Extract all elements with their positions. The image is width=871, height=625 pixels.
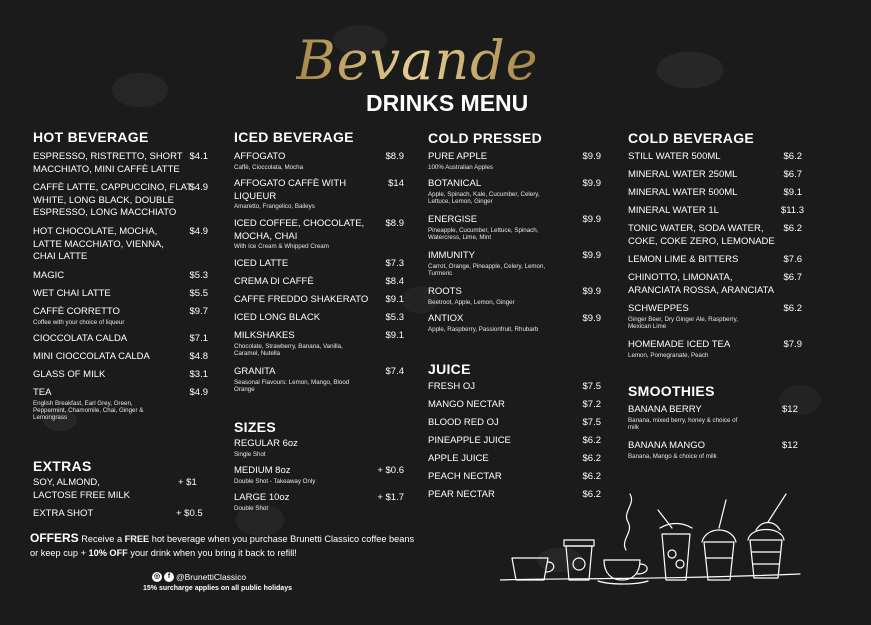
item-description: Banana, Mango & choice of milk — [628, 452, 717, 460]
facebook-icon: f — [164, 572, 174, 582]
item-description: Watercress, Lime, Mint — [428, 233, 492, 241]
item-price: $4.9 — [189, 387, 208, 398]
item-name: PURE APPLE — [428, 151, 488, 162]
menu-item — [234, 218, 364, 250]
item-description: milk — [628, 423, 639, 431]
menu-item — [628, 440, 717, 460]
item-name: PEAR NECTAR — [428, 489, 495, 500]
item-description: Seasonal Flavours: Lemon, Mango, Blood — [234, 378, 350, 386]
menu-item — [234, 258, 288, 271]
item-price: $7.6 — [783, 254, 802, 265]
item-price: $5.3 — [189, 270, 208, 281]
item-name: ROOTS — [428, 286, 462, 297]
menu-item — [628, 151, 721, 164]
item-description: Mexican Lime — [628, 322, 667, 330]
menu-item — [628, 339, 730, 359]
item-price: $9.9 — [582, 313, 601, 324]
social-handle — [152, 572, 246, 582]
item-name: BLOOD RED OJ — [428, 417, 499, 428]
item-price: $12 — [782, 440, 798, 451]
item-name: ARANCIATA ROSSA, ARANCIATA — [628, 284, 775, 296]
item-price: $6.2 — [582, 453, 601, 464]
menu-item — [428, 381, 475, 394]
item-name: LIQUEUR — [234, 190, 277, 202]
item-name: MILKSHAKES — [234, 330, 295, 341]
item-description: Carrot, Orange, Pineapple, Celery, Lemon, — [428, 262, 546, 270]
menu-item — [33, 508, 93, 521]
item-price: $5.3 — [385, 312, 404, 323]
item-price: $4.8 — [189, 351, 208, 362]
item-description: Amaretto, Frangelico, Baileys — [234, 203, 315, 210]
item-name: SOY, ALMOND, — [33, 477, 100, 488]
item-price: $9.1 — [385, 294, 404, 305]
item-name: ENERGISE — [428, 214, 478, 225]
menu-item — [33, 477, 130, 502]
item-description: Ginger Beer, Dry Ginger Ale, Raspberry, — [628, 315, 738, 323]
item-name: CREMA DI CAFFÈ — [234, 276, 314, 287]
item-description: Beetroot, Apple, Lemon, Ginger — [428, 298, 515, 306]
menu-item — [234, 178, 346, 210]
item-name: CAFFE FREDDO SHAKERATO — [234, 294, 369, 305]
item-price: $7.2 — [582, 399, 601, 410]
item-name: MEDIUM 8oz — [234, 465, 291, 476]
menu-item — [628, 169, 737, 182]
menu-item — [33, 351, 150, 364]
menu-item — [428, 417, 499, 430]
item-description: Apple, Spinach, Kale, Cucumber, Celery, — [428, 190, 540, 198]
item-name: LATTE MACCHIATO, VIENNA, — [33, 238, 164, 250]
item-name: MINERAL WATER 1L — [628, 205, 719, 216]
item-name: BANANA BERRY — [628, 404, 702, 415]
menu-item — [428, 214, 538, 241]
menu-item — [33, 182, 192, 220]
item-name: GLASS OF MILK — [33, 369, 106, 380]
menu-item — [33, 288, 111, 301]
menu-item — [628, 223, 775, 248]
item-name: LEMON LIME & BITTERS — [628, 254, 739, 265]
item-description: Chocolate, Strawberry, Banana, Vanilla, — [234, 342, 343, 350]
menu-item — [428, 399, 505, 412]
item-price: $9.9 — [582, 214, 601, 225]
item-name: IMMUNITY — [428, 250, 475, 261]
menu-item — [33, 333, 127, 346]
item-price: $7.5 — [582, 381, 601, 392]
item-name: HOMEMADE ICED TEA — [628, 339, 731, 350]
item-name: ICED COFFEE, CHOCOLATE, — [234, 218, 365, 229]
item-price: $6.2 — [783, 151, 802, 162]
item-price: $6.2 — [783, 223, 802, 234]
item-description: Caffè, Cioccolata, Mocha — [234, 163, 304, 171]
item-name: PEACH NECTAR — [428, 471, 502, 482]
section-title: EXTRAS — [33, 458, 92, 474]
item-price: + $0.6 — [377, 465, 404, 476]
menu-item — [428, 151, 493, 171]
item-description: Lettuce, Lemon, Ginger — [428, 197, 493, 205]
item-name: MOCHA, CHAI — [234, 230, 298, 242]
item-price: $9.9 — [582, 151, 601, 162]
item-description: Caramel, Nutella — [234, 349, 281, 357]
item-price: $4.1 — [189, 151, 208, 162]
item-name: TEA — [33, 387, 52, 398]
item-name: TONIC WATER, SODA WATER, — [628, 223, 764, 234]
item-price: $8.4 — [385, 276, 404, 287]
item-name: ICED LATTE — [234, 258, 289, 269]
item-name: MAGIC — [33, 270, 65, 281]
item-price: $6.2 — [582, 471, 601, 482]
item-price: $9.9 — [582, 250, 601, 261]
menu-item — [428, 471, 502, 484]
item-name: MACCHIATO, MINI CAFFÈ LATTE — [33, 163, 180, 175]
item-name: APPLE JUICE — [428, 453, 489, 464]
item-name: CAFFÈ LATTE, CAPPUCCINO, FLAT — [33, 182, 193, 193]
item-price: $3.1 — [189, 369, 208, 380]
item-name: SCHWEPPES — [628, 303, 689, 314]
logo-script: Bevande — [296, 29, 539, 92]
offers-text — [30, 531, 430, 560]
item-price: $6.7 — [783, 272, 802, 283]
item-name: EXTRA SHOT — [33, 508, 94, 519]
menu-item — [428, 453, 489, 466]
menu-item — [428, 489, 495, 502]
item-description: English Breakfast, Earl Grey, Green, — [33, 399, 133, 407]
item-description: Apple, Raspberry, Passionfruit, Rhubarb — [428, 325, 539, 333]
menu-item — [628, 272, 774, 297]
item-name: BANANA MANGO — [628, 440, 706, 451]
item-price: $14 — [388, 178, 404, 189]
item-description: Orange — [234, 385, 255, 393]
menu-item — [33, 306, 124, 326]
menu-item — [628, 205, 719, 218]
menu-item — [234, 465, 315, 485]
menu-item — [428, 286, 515, 306]
menu-item — [234, 312, 320, 325]
menu-item — [33, 151, 183, 176]
item-price: $9.7 — [189, 306, 208, 317]
menu-item — [33, 226, 164, 264]
item-name: BOTANICAL — [428, 178, 482, 189]
menu-item — [234, 294, 368, 307]
item-name: CAFFÈ CORRETTO — [33, 306, 120, 317]
item-description: Double Shot — [234, 504, 269, 512]
section-title: COLD BEVERAGE — [628, 130, 755, 146]
instagram-icon: ◎ — [153, 573, 161, 580]
item-price: $6.2 — [582, 435, 601, 446]
item-name: REGULAR 6oz — [234, 438, 298, 449]
item-price: $6.7 — [783, 169, 802, 180]
section-title: COLD PRESSED — [428, 130, 543, 146]
item-description: With Ice Cream & Whipped Cream — [234, 243, 329, 250]
menu-item — [628, 404, 737, 431]
item-price: $6.2 — [582, 489, 601, 500]
item-description: Peppermint, Chamomile, Chai, Ginger & — [33, 406, 144, 414]
item-name: ESPRESSO, LONG MACCHIATO — [33, 207, 177, 218]
item-price: $11.3 — [780, 205, 804, 216]
drinks-illustration — [500, 488, 810, 598]
item-name: WHITE, LONG BLACK, DOUBLE — [33, 194, 174, 206]
menu-item — [33, 369, 105, 382]
menu-item — [628, 303, 738, 330]
offers-part: hot beverage when you purchase Brunetti Classico coffee beans — [149, 534, 415, 544]
item-name: LACTOSE FREE MILK — [33, 489, 130, 501]
item-name: AFFOGATO — [234, 151, 286, 162]
item-name: COKE, COKE ZERO, LEMONADE — [628, 235, 775, 247]
menu-item — [628, 187, 737, 200]
handle-text: @BrunettiClassico — [176, 572, 247, 582]
item-name: ESPRESSO, RISTRETTO, SHORT — [33, 151, 183, 162]
item-price: $7.3 — [385, 258, 404, 269]
menu-item — [428, 313, 538, 333]
item-price: $4.9 — [189, 226, 208, 237]
item-name: CHINOTTO, LIMONATA, — [628, 272, 733, 283]
item-name: AFFOGATO CAFFÈ WITH — [234, 178, 347, 189]
section-title: SMOOTHIES — [628, 383, 715, 399]
item-price: $9.1 — [385, 330, 404, 341]
offers-part: your drink when you bring it back to refill! — [127, 548, 297, 558]
item-name: ICED LONG BLACK — [234, 312, 321, 323]
offers-discount: 10% OFF — [88, 548, 128, 558]
offers-label: OFFERS — [30, 531, 79, 545]
logo — [296, 29, 539, 116]
item-name: CHAI LATTE — [33, 251, 88, 262]
section-title: JUICE — [428, 361, 471, 377]
menu-item — [628, 254, 738, 267]
item-price: $9.9 — [582, 178, 601, 189]
item-description: 100% Australian Apples — [428, 163, 494, 171]
surcharge-note: 15% surcharge applies on all public holidays — [143, 585, 292, 592]
menu-item — [234, 276, 314, 289]
item-description: Pineapple, Cucumber, Lettuce, Spinach, — [428, 226, 539, 234]
item-name: LARGE 10oz — [234, 492, 290, 503]
item-name: STILL WATER 500ML — [628, 151, 721, 162]
item-price: $7.4 — [385, 366, 404, 377]
item-name: CIOCCOLATA CALDA — [33, 333, 128, 344]
item-price: $12 — [782, 404, 798, 415]
menu-item — [33, 387, 143, 422]
item-price: $6.2 — [783, 303, 802, 314]
item-description: Turmeric — [428, 269, 453, 277]
item-name: MINERAL WATER 250ML — [628, 169, 738, 180]
item-name: WET CHAI LATTE — [33, 288, 111, 299]
item-name: PINEAPPLE JUICE — [428, 435, 511, 446]
menu-item — [234, 366, 349, 393]
page-title: DRINKS MENU — [366, 90, 529, 116]
item-name: ANTIOX — [428, 313, 464, 324]
item-price: $7.9 — [783, 339, 802, 350]
item-price: $5.5 — [189, 288, 208, 299]
menu-item — [428, 178, 540, 205]
item-price: $9.9 — [582, 286, 601, 297]
menu-item — [234, 438, 298, 458]
item-price: $8.9 — [385, 151, 404, 162]
item-price: $8.9 — [385, 218, 404, 229]
menu-item — [428, 435, 511, 448]
item-description: Lemon, Pomegranate, Peach — [628, 351, 709, 359]
item-name: MINI CIOCCOLATA CALDA — [33, 351, 150, 362]
item-description: Single Shot — [234, 450, 266, 458]
item-price: $9.1 — [783, 187, 802, 198]
item-description: Banana, mixed berry, honey & choice of — [628, 416, 738, 424]
menu-item — [33, 270, 64, 283]
offers-part: Receive a — [78, 534, 125, 544]
item-price: $4.9 — [189, 182, 208, 193]
menu-item — [428, 250, 545, 277]
item-price: + $1 — [178, 477, 197, 488]
item-price: + $1.7 — [377, 492, 404, 503]
item-description: Lemongrass — [33, 414, 68, 422]
item-price: + $0.5 — [176, 508, 203, 519]
section-title: SIZES — [234, 419, 276, 435]
item-price: $7.5 — [582, 417, 601, 428]
item-description: Coffee with your choice of liqueur — [33, 318, 125, 326]
section-title: ICED BEVERAGE — [234, 129, 354, 145]
item-name: GRANITA — [234, 366, 276, 377]
offers-part: or keep cup + — [30, 548, 89, 558]
menu-item — [234, 492, 289, 512]
item-price: $7.1 — [189, 333, 208, 344]
item-name: FRESH OJ — [428, 381, 475, 392]
item-name: MINERAL WATER 500ML — [628, 187, 738, 198]
section-title: HOT BEVERAGE — [33, 129, 149, 145]
menu-item — [234, 330, 343, 357]
item-name: MANGO NECTAR — [428, 399, 505, 410]
offers-free: FREE — [124, 534, 150, 544]
item-name: HOT CHOCOLATE, MOCHA, — [33, 226, 158, 237]
item-description: Double Shot - Takeaway Only — [234, 477, 316, 485]
menu-item — [234, 151, 303, 171]
